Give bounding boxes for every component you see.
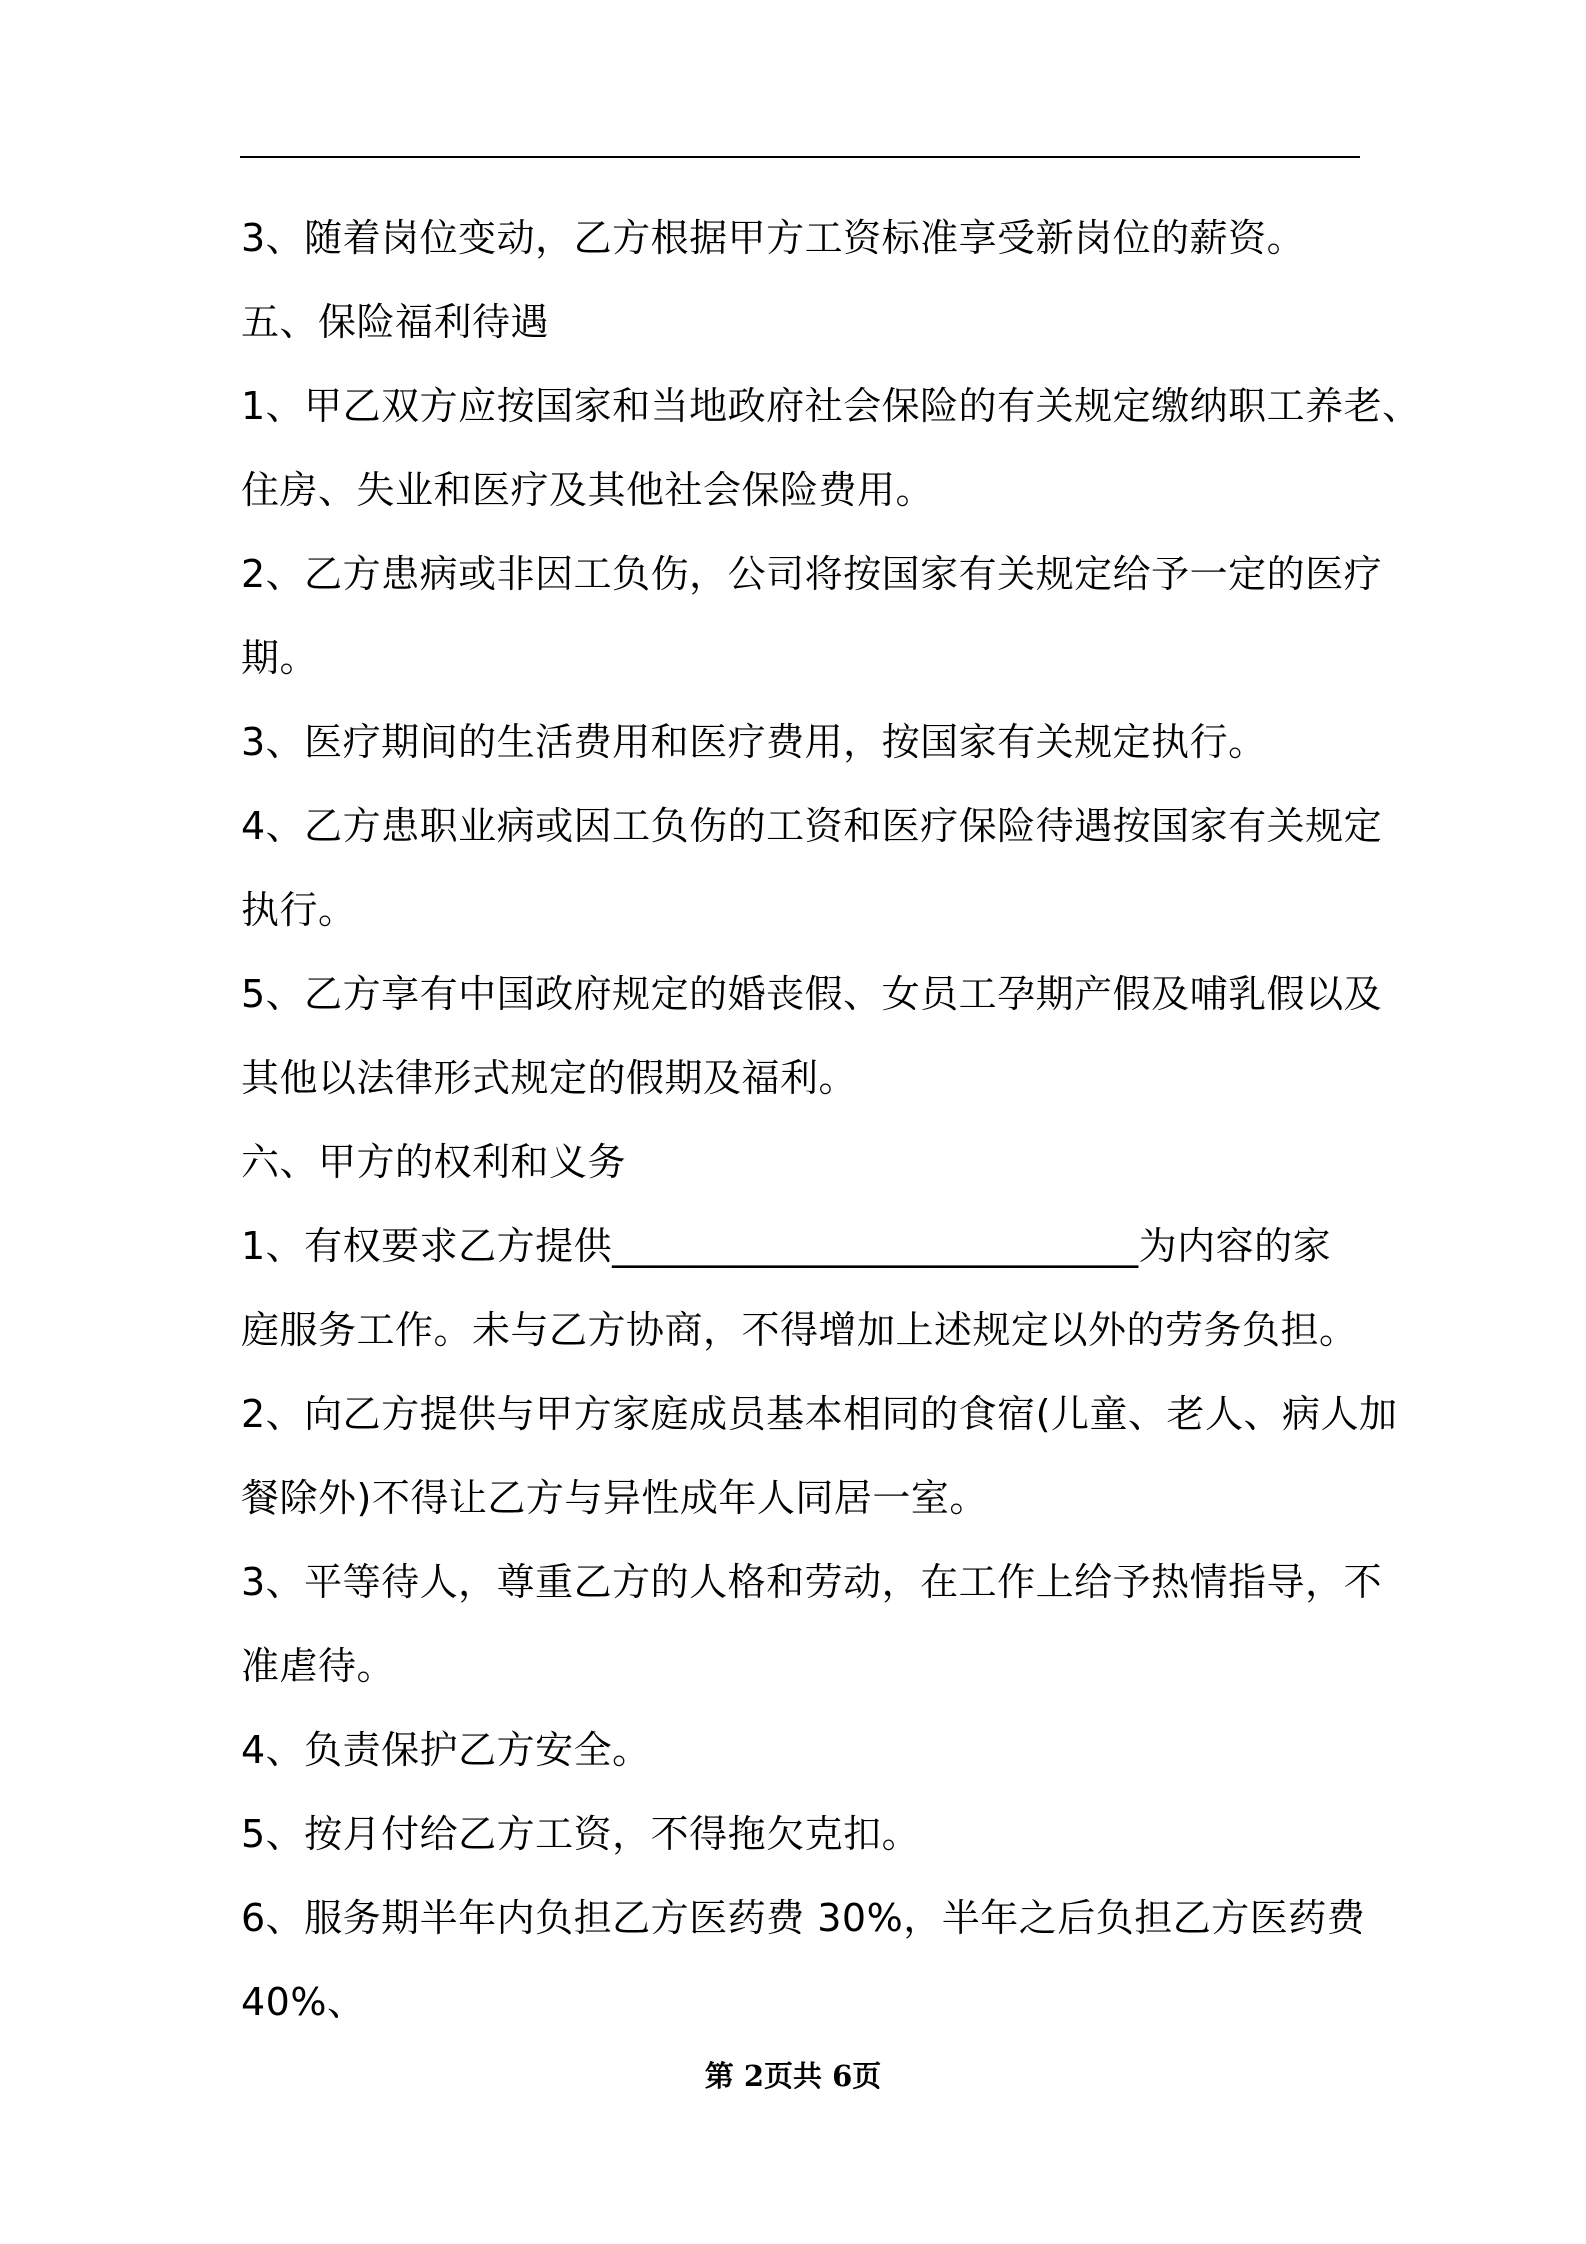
header-divider xyxy=(240,156,1360,158)
text-line: 准虐待。 xyxy=(241,1644,396,1688)
text-line: 2、向乙方提供与甲方家庭成员基本相同的食宿(儿童、老人、病人加 xyxy=(241,1392,1398,1436)
document-body xyxy=(241,196,1421,2044)
text-line: 5、乙方享有中国政府规定的婚丧假、女员工孕期产假及哺乳假以及 xyxy=(241,972,1383,1016)
text-line: 住房、失业和医疗及其他社会保险费用。 xyxy=(241,468,935,512)
text-line: 3、医疗期间的生活费用和医疗费用，按国家有关规定执行。 xyxy=(241,720,1267,764)
text-line: 4、负责保护乙方安全。 xyxy=(241,1728,651,1772)
text-line: 2、乙方患病或非因工负伤，公司将按国家有关规定给予一定的医疗 xyxy=(241,552,1383,596)
text-line: 1、有权要求乙方提供___________________________为内容的家 xyxy=(241,1224,1332,1268)
text-line: 执行。 xyxy=(241,888,357,932)
text-line: 3、随着岗位变动，乙方根据甲方工资标准享受新岗位的薪资。 xyxy=(241,216,1306,260)
text-line: 庭服务工作。未与乙方协商，不得增加上述规定以外的劳务负担。 xyxy=(241,1308,1358,1352)
text-line: 5、按月付给乙方工资，不得拖欠克扣。 xyxy=(241,1812,921,1856)
text-line: 其他以法律形式规定的假期及福利。 xyxy=(241,1056,858,1100)
text-line: 餐除外)不得让乙方与异性成年人同居一室。 xyxy=(241,1476,988,1520)
section-heading: 五、保险福利待遇 xyxy=(241,300,550,344)
text-line: 6、服务期半年内负担乙方医药费 30%，半年之后负担乙方医药费 xyxy=(241,1896,1366,1940)
text-line: 3、平等待人，尊重乙方的人格和劳动，在工作上给予热情指导，不 xyxy=(241,1560,1383,1604)
page-number-footer: 第 2页共 6页 xyxy=(704,2059,882,2093)
text-line: 1、甲乙双方应按国家和当地政府社会保险的有关规定缴纳职工养老、 xyxy=(241,384,1421,428)
text-line: 40%、 xyxy=(241,1980,366,2024)
section-heading: 六、甲方的权利和义务 xyxy=(241,1140,627,1184)
text-line: 4、乙方患职业病或因工负伤的工资和医疗保险待遇按国家有关规定 xyxy=(241,804,1383,848)
text-line: 期。 xyxy=(241,636,319,680)
